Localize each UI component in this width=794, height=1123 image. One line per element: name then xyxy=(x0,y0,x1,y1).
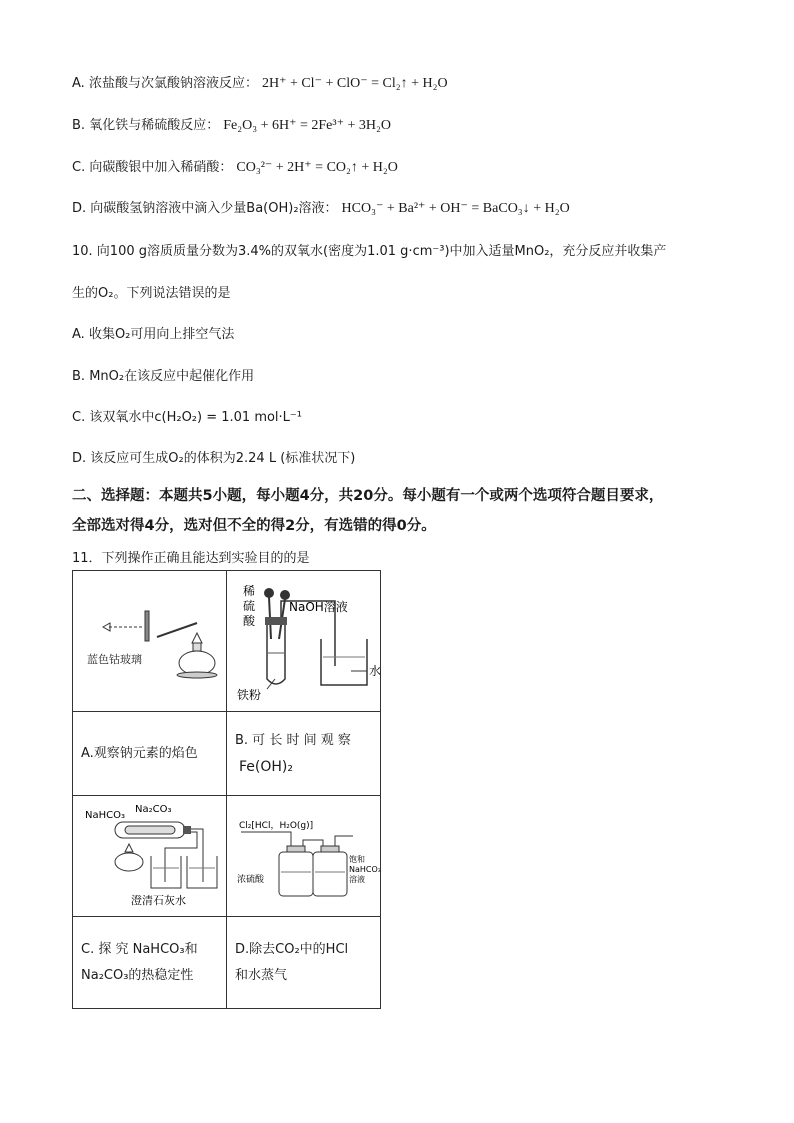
stopper xyxy=(265,617,287,625)
option-text: 浓盐酸与次氯酸钠溶液反应： xyxy=(88,76,258,91)
option-d-cell xyxy=(227,917,381,1009)
option-a-text: A.观察钠元素的焰色 xyxy=(81,745,198,761)
label-nahco3: NaHCO₃ xyxy=(85,810,125,821)
label-solution: 溶液 xyxy=(349,875,365,884)
label-conc-sulfuric: 浓硫酸 xyxy=(237,875,265,885)
option-prefix: A. xyxy=(72,76,85,91)
beaker xyxy=(321,639,367,685)
section2-heading-line1: 二、选择题：本题共5小题，每小题4分，共20分。每小题有一个或两个选项符合题目要求， xyxy=(72,488,664,504)
dropper-bulb-left xyxy=(264,588,274,598)
platinum-wire xyxy=(157,623,197,637)
label-iron-powder: 铁粉 xyxy=(237,688,262,702)
figure-d-cell xyxy=(227,796,381,917)
q9-option-a xyxy=(72,72,448,92)
option-b-line1: B. 可 长 时 间 观 察 xyxy=(235,732,351,748)
bottle-stopper-2 xyxy=(321,846,339,852)
option-b-line2: Fe(OH)₂ xyxy=(239,758,293,775)
bottle-sulfuric-acid xyxy=(279,852,313,896)
option-prefix: B. xyxy=(72,369,86,384)
equation: CO₃²⁻ + 2H⁺ = CO₂↑ + H₂O xyxy=(236,160,398,175)
alcohol-lamp xyxy=(115,853,143,871)
option-text: MnO₂在该反应中起催化作用 xyxy=(89,369,255,384)
lamp-base xyxy=(177,672,217,678)
beaker-left xyxy=(151,856,181,888)
label-na2co3: Na₂CO₃ xyxy=(135,804,172,815)
alcohol-lamp xyxy=(179,651,215,675)
label-cobalt-glass: 蓝色钴玻璃 xyxy=(87,653,142,666)
option-text: 该反应可生成O₂的体积为2.24 L (标准状况下) xyxy=(90,451,356,466)
q10-stem-line2: 生的O₂。下列说法错误的是 xyxy=(72,286,231,301)
cobalt-glass xyxy=(145,611,149,641)
q9-option-b xyxy=(72,114,391,134)
option-c-cell xyxy=(73,917,227,1009)
flame-icon xyxy=(125,844,133,852)
option-text: 向碳酸氢钠溶液中滴入少量Ba(OH)₂溶液： xyxy=(90,201,338,216)
equation: 2H⁺ + Cl⁻ + ClO⁻ = Cl₂↑ + H₂O xyxy=(261,76,448,91)
option-prefix: A. xyxy=(72,327,85,342)
option-text: 向碳酸银中加入稀硝酸： xyxy=(89,160,233,175)
q10-option-b xyxy=(72,365,254,384)
label-water: 水 xyxy=(369,664,380,678)
flame-icon xyxy=(192,633,202,643)
label-lime-water: 澄清石灰水 xyxy=(131,894,186,907)
option-text: 该双氧水中c(H₂O₂) = 1.01 mol·L⁻¹ xyxy=(89,410,302,425)
bottle-stopper-1 xyxy=(287,846,305,852)
stopper xyxy=(183,826,191,834)
q11-stem: 11．下列操作正确且能达到实验目的的是 xyxy=(72,551,310,566)
thermal-stability-figure xyxy=(73,796,226,912)
option-a-cell xyxy=(73,712,227,796)
figure-a-cell xyxy=(73,571,227,712)
label-sulfuric: 硫 xyxy=(243,599,256,613)
option-prefix: D. xyxy=(72,201,87,216)
gas-purification-figure xyxy=(227,796,380,912)
label-naoh: NaOH溶液 xyxy=(289,600,348,614)
flame-test-figure xyxy=(73,571,226,707)
option-prefix: D. xyxy=(72,451,87,466)
lamp-wick xyxy=(193,643,201,651)
beaker-right xyxy=(187,856,217,888)
ferrous-hydroxide-figure xyxy=(227,571,380,707)
label-gas-mixture: Cl₂[HCl，H₂O(g)] xyxy=(239,821,314,831)
option-prefix: C. xyxy=(72,160,86,175)
equation: HCO₃⁻ + Ba²⁺ + OH⁻ = BaCO₃↓ + H₂O xyxy=(341,201,570,216)
bottle-nahco3 xyxy=(313,852,347,896)
option-prefix: C. xyxy=(72,410,86,425)
eye-arrow-icon xyxy=(103,623,110,631)
equation: Fe₂O₃ + 6H⁺ = 2Fe³⁺ + 3H₂O xyxy=(223,118,391,133)
option-b-cell xyxy=(227,712,381,796)
label-saturated: 饱和 xyxy=(349,855,365,864)
option-c-line2: Na₂CO₃的热稳定性 xyxy=(81,967,194,983)
label-nahco3-d: NaHCO₃ xyxy=(349,865,380,874)
label-acid: 酸 xyxy=(243,614,256,628)
q9-option-c xyxy=(72,156,398,176)
q10-stem-line1: 10. 向100 g溶质质量分数为3.4%的双氧水(密度为1.01 g·cm⁻³)中加入适量MnO₂，充分反应并收集产 xyxy=(72,244,667,259)
q10-option-d xyxy=(72,447,355,466)
label-dilute: 稀 xyxy=(243,584,256,598)
section2-heading-line2: 全部选对得4分，选对但不全的得2分，有选错的得0分。 xyxy=(72,518,436,534)
option-d-line2: 和水蒸气 xyxy=(235,967,288,983)
q11-options-table xyxy=(72,570,381,1009)
q10-option-c xyxy=(72,406,302,425)
option-text: 收集O₂可用向上排空气法 xyxy=(88,327,235,342)
option-d-line1: D.除去CO₂中的HCl xyxy=(235,941,349,957)
figure-b-cell xyxy=(227,571,381,712)
q10-option-a xyxy=(72,323,234,342)
option-c-line1: C. 探 究 NaHCO₃和 xyxy=(81,941,198,957)
inner-tube xyxy=(125,826,175,834)
figure-c-cell xyxy=(73,796,227,917)
test-tube xyxy=(267,625,285,684)
dropper-bulb-right xyxy=(280,590,290,600)
option-prefix: B. xyxy=(72,118,86,133)
option-text: 氧化铁与稀硫酸反应： xyxy=(89,118,220,133)
q9-option-d xyxy=(72,197,570,217)
